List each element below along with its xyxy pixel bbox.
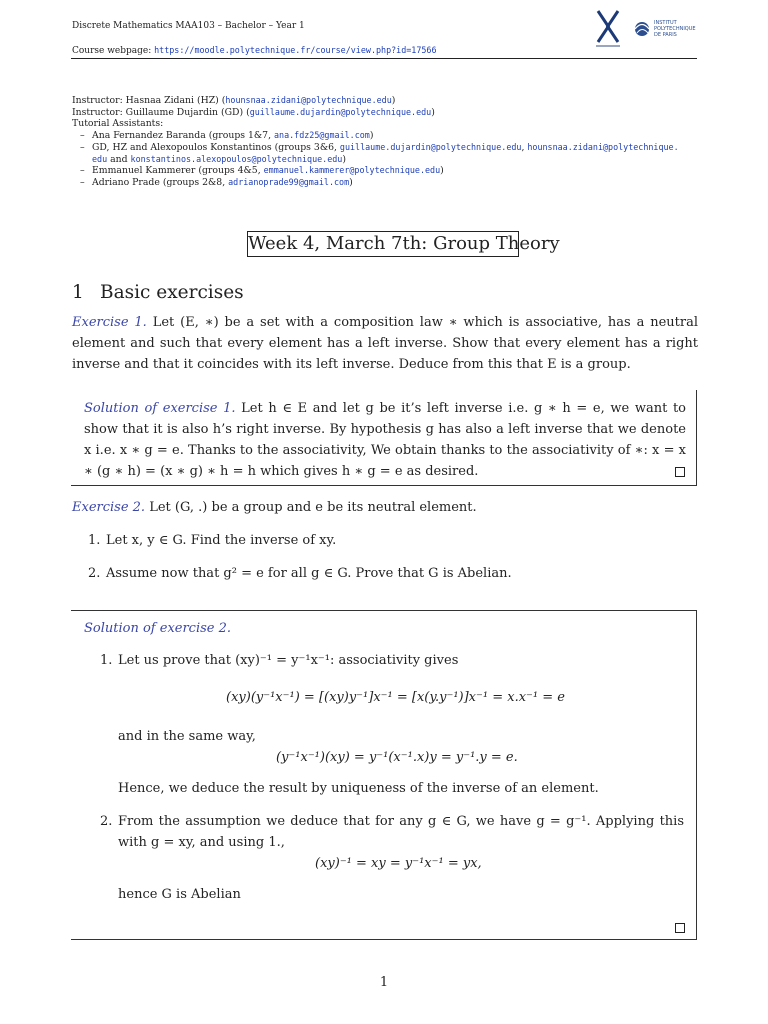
exercise-2-item-2: 2. Assume now that g² = e for all g ∈ G. Prove that G is Abelian.: [88, 566, 512, 581]
exercise-2-text: Let (G, .) be a group and e be its neutral element.: [149, 500, 477, 515]
solution-1: [84, 398, 686, 482]
header-rule: [71, 58, 697, 59]
solution-2-label-line: [84, 618, 686, 639]
solution-2-item-1: 1. Let us prove that (xy)⁻¹ = y⁻¹x⁻¹: associativity gives: [100, 653, 459, 668]
webpage-label: Course webpage:: [72, 46, 152, 56]
solution-2-mid: and in the same way,: [118, 729, 256, 744]
ta-2-email-2[interactable]: hounsnaa.zidani@polytechnique.: [527, 141, 679, 152]
instructor-2: Instructor: Guillaume Dujardin (GD) (guillaume.dujardin@polytechnique.edu): [72, 106, 435, 118]
polytechnique-logo: [592, 8, 702, 50]
course-webpage: [72, 44, 437, 57]
solution-1-label: Solution of exercise 1.: [84, 401, 236, 416]
exercise-2-item-2-text: Assume now that g² = e for all g ∈ G. Prove that G is Abelian.: [106, 566, 512, 581]
exercise-2: [72, 497, 698, 518]
ta-2-email-2b[interactable]: edu: [92, 153, 108, 164]
staff-list: [72, 95, 702, 189]
exercise-2-item-1: 1. Let x, y ∈ G. Find the inverse of xy.: [88, 533, 337, 548]
exercise-1-label: Exercise 1.: [72, 315, 147, 330]
solution-2-hence-1: Hence, we deduce the result by uniqueness of the inverse of an element.: [118, 781, 599, 796]
ta-item-1: – Ana Fernandez Baranda (groups 1&7, ana.fdz25@gmail.com): [72, 130, 702, 142]
qed-square-icon: [675, 923, 685, 933]
solution-2-item-1-text: Let us prove that (xy)⁻¹ = y⁻¹x⁻¹: associativity gives: [118, 653, 459, 668]
section-title: Basic exercises: [100, 282, 244, 303]
ta-heading: Tutorial Assistants:: [72, 118, 164, 130]
ta-1-name: Ana Fernandez Baranda (groups 1&7,: [92, 130, 275, 142]
ta-4-name: Adriano Prade (groups 2&8,: [92, 176, 229, 188]
webpage-link[interactable]: https://moodle.polytechnique.fr/course/view.php?id=17566: [154, 45, 437, 55]
ta-4-email[interactable]: adrianoprade99@gmail.com: [228, 176, 350, 187]
equation-1: (xy)(y⁻¹x⁻¹) = [(xy)y⁻¹]x⁻¹ = [x(y.y⁻¹)]x⁻¹ = x.x⁻¹ = e: [226, 690, 565, 705]
section-heading: [72, 282, 244, 303]
ta-3-name: Emmanuel Kammerer (groups 4&5,: [92, 165, 264, 177]
solution-1-text: Let h ∈ E and let g be it’s left inverse i.e. g ∗ h = e, we want to show that it is also h’s right inverse. By hypothesis g has also a left inverse that we denote x i.e. x ∗ g = e. Thanks to the associativity, We obtain thanks to the associativity of ∗: x = x ∗ (g ∗ h) = (x ∗ g) ∗ h = h which gives h ∗ g = e as desired.: [84, 401, 686, 479]
solution-2-label: Solution of exercise 2.: [84, 621, 232, 636]
solution-2-hence-2: hence G is Abelian: [118, 887, 241, 902]
logo-text-2: POLYTECHNIQUE: [654, 26, 696, 32]
instructor-2-name: Instructor: Guillaume Dujardin (GD) (: [72, 106, 250, 118]
logo-text-3: DE PARIS: [654, 32, 677, 38]
logo-text-1: INSTITUT: [654, 20, 677, 26]
solution-2-item-2: 2. From the assumption we deduce that for any g ∈ G, we have g = g⁻¹. Applying this with g = xy, and using 1.,: [100, 811, 684, 853]
instructor-2-email[interactable]: guillaume.dujardin@polytechnique.edu: [249, 106, 432, 117]
course-title: Discrete Mathematics MAA103 – Bachelor – Year 1: [72, 21, 305, 31]
ta-1-email[interactable]: ana.fdz25@gmail.com: [274, 130, 370, 141]
equation-3: (xy)⁻¹ = xy = y⁻¹x⁻¹ = yx,: [315, 856, 482, 871]
exercise-1: [72, 312, 698, 375]
exercise-2-item-1-text: Let x, y ∈ G. Find the inverse of xy.: [106, 533, 337, 548]
instructor-1-email[interactable]: hounsnaa.zidani@polytechnique.edu: [225, 95, 392, 105]
ta-2-name: GD, HZ and Alexopoulos Konstantinos (groups 3&6,: [92, 141, 340, 153]
solution-2-item-2-text: From the assumption we deduce that for any g ∈ G, we have g = g⁻¹. Applying this with g = xy, and using 1.,: [118, 814, 684, 850]
ta-item-2: – GD, HZ and Alexopoulos Konstantinos (groups 3&6, guillaume.dujardin@polytechnique.edu, hounsnaa.zidani@polytechnique. edu and konstantinos.alexopoulos@polytechnique.edu): [72, 142, 702, 165]
ta-2-email-3[interactable]: konstantinos.alexopoulos@polytechnique.edu: [130, 153, 343, 164]
sheet-title: Week 4, March 7th: Group Theory: [247, 231, 519, 257]
ta-item-3: – Emmanuel Kammerer (groups 4&5, emmanuel.kammerer@polytechnique.edu): [72, 165, 702, 177]
ta-2-email-1[interactable]: guillaume.dujardin@polytechnique.edu: [339, 141, 522, 152]
header-info: [72, 20, 437, 69]
qed-square-icon: [675, 467, 685, 477]
exercise-2-label: Exercise 2.: [72, 500, 146, 515]
instructor-1-name: Instructor: Hasnaa Zidani (HZ) (: [72, 95, 226, 106]
exercise-1-text: Let (E, ∗) be a set with a composition law ∗ which is associative, has a neutral element and such that every element has a left inverse. Show that every element has a right inverse and that it coincides with its left inverse. Deduce from this that E is a group.: [72, 315, 698, 372]
instructor-1: Instructor: Hasnaa Zidani (HZ) (hounsnaa.zidani@polytechnique.edu): [72, 95, 396, 106]
section-number: 1: [72, 282, 84, 303]
equation-2: (y⁻¹x⁻¹)(xy) = y⁻¹(x⁻¹.x)y = y⁻¹.y = e.: [276, 750, 518, 765]
page-number: 1: [379, 975, 389, 990]
ta-2-and: and: [107, 153, 131, 165]
ta-3-email[interactable]: emmanuel.kammerer@polytechnique.edu: [263, 165, 441, 176]
ta-item-4: – Adriano Prade (groups 2&8, adrianoprade99@gmail.com): [72, 177, 702, 189]
